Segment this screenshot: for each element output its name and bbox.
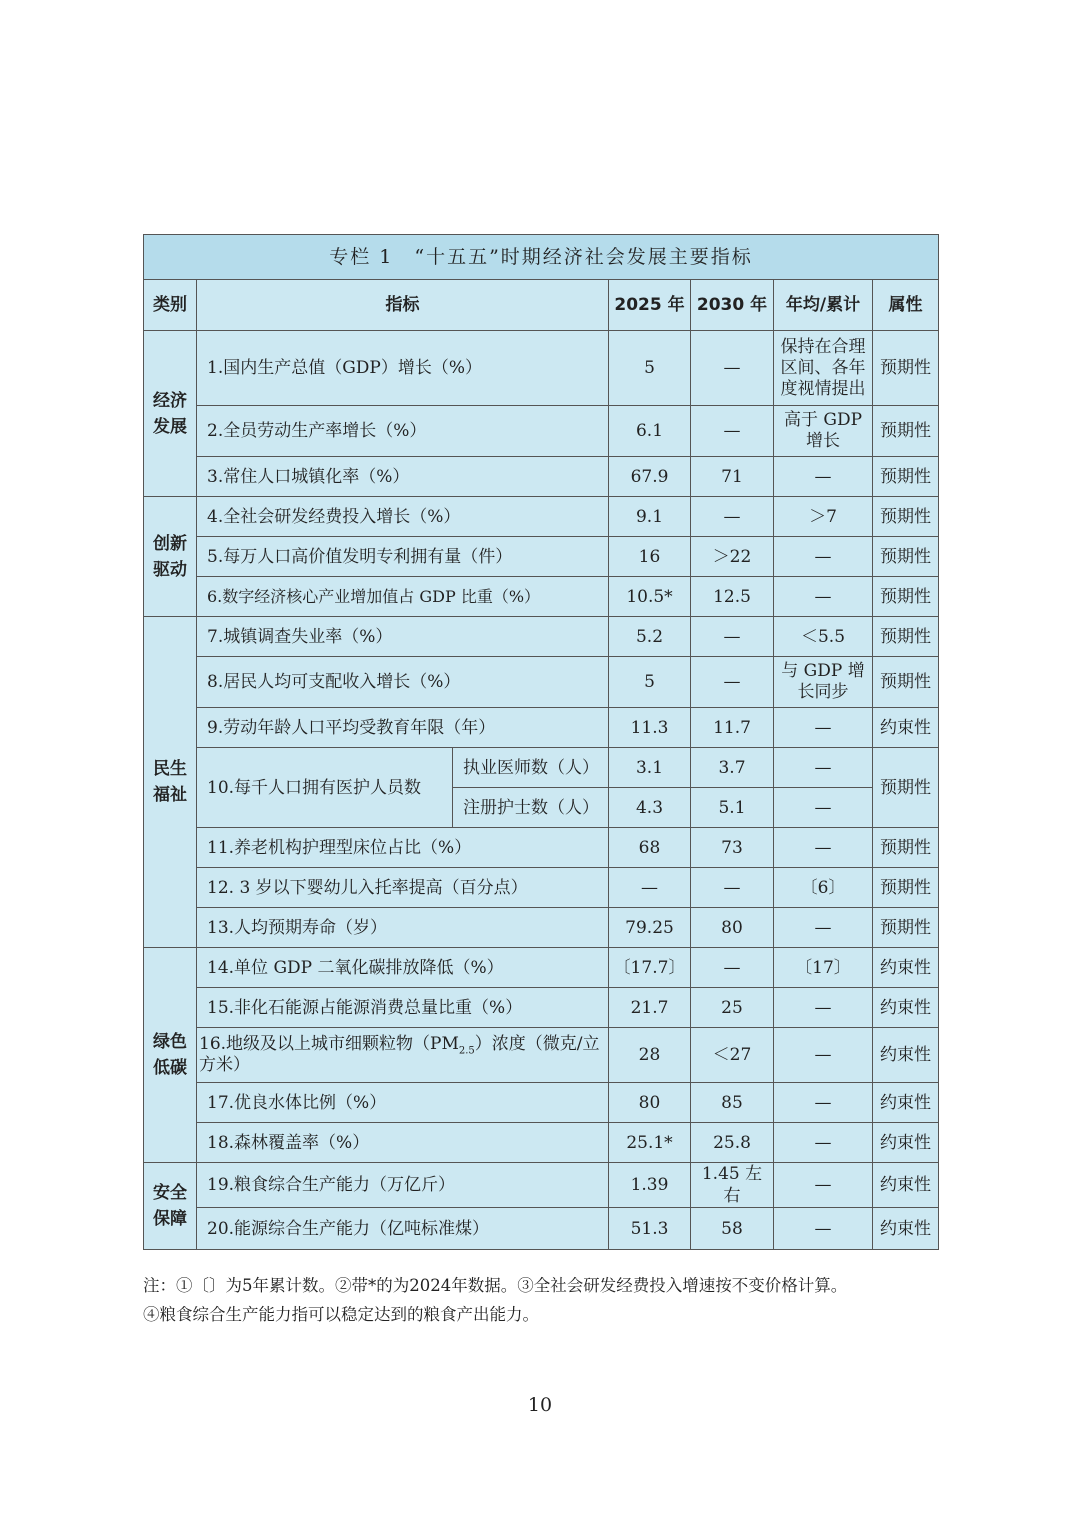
value-2030: 25 [691, 988, 774, 1028]
page-number: 10 [527, 1394, 553, 1416]
value-attr: 预期性 [873, 828, 939, 868]
value-2030: 73 [691, 828, 774, 868]
value-attr: 预期性 [873, 657, 939, 708]
value-attr: 约束性 [873, 708, 939, 748]
indicator-cell: 14.单位 GDP 二氧化碳排放降低（%） [197, 948, 609, 988]
value-2030: — [691, 617, 774, 657]
table-row [144, 657, 939, 708]
value-2025: 68 [609, 828, 691, 868]
value-2030: — [691, 331, 774, 406]
value-2030: — [691, 657, 774, 708]
indicator-cell [197, 1028, 609, 1083]
value-2030: ＞22 [691, 537, 774, 577]
value-2025: 5 [609, 657, 691, 708]
sub-indicator-nurses: 注册护士数（人） [453, 788, 609, 828]
value-avg: 高于 GDP 增长 [774, 406, 873, 457]
value-2030: 58 [691, 1208, 774, 1250]
value-avg: 〔17〕 [774, 948, 873, 988]
value-avg: — [774, 457, 873, 497]
value-avg: — [774, 537, 873, 577]
value-avg: — [774, 748, 873, 788]
value-2030: 12.5 [691, 577, 774, 617]
table-row [144, 948, 939, 988]
value-avg: 与 GDP 增长同步 [774, 657, 873, 708]
value-2030: 3.7 [691, 748, 774, 788]
value-2025: 9.1 [609, 497, 691, 537]
value-2025: 79.25 [609, 908, 691, 948]
indicator-text-pre: 16.地级及以上城市细颗粒物（PM [199, 1034, 459, 1054]
indicator-cell: 11.养老机构护理型床位占比（%） [197, 828, 609, 868]
category-security: 安全保障 [144, 1163, 197, 1250]
value-avg: ＜5.5 [774, 617, 873, 657]
value-2030: 11.7 [691, 708, 774, 748]
value-2030: 1.45 左右 [691, 1163, 774, 1208]
value-2025: 10.5* [609, 577, 691, 617]
value-2025: 11.3 [609, 708, 691, 748]
value-avg: — [774, 988, 873, 1028]
value-attr: 约束性 [873, 988, 939, 1028]
value-2030: 25.8 [691, 1123, 774, 1163]
header-indicator: 指标 [197, 280, 609, 331]
value-attr: 预期性 [873, 537, 939, 577]
indicator-cell: 1.国内生产总值（GDP）增长（%） [197, 331, 609, 406]
value-attr: 约束性 [873, 948, 939, 988]
indicator-cell: 15.非化石能源占能源消费总量比重（%） [197, 988, 609, 1028]
value-2025: 3.1 [609, 748, 691, 788]
value-avg: — [774, 577, 873, 617]
value-avg: — [774, 1083, 873, 1123]
value-2025: 16 [609, 537, 691, 577]
table-row [144, 331, 939, 406]
indicator-text-post: ）浓度（微克/立方米） [199, 1034, 600, 1075]
indicator-cell: 13.人均预期寿命（岁） [197, 908, 609, 948]
value-2025: 4.3 [609, 788, 691, 828]
value-2025: 67.9 [609, 457, 691, 497]
value-2030: — [691, 948, 774, 988]
table-row [144, 1163, 939, 1208]
value-2025: 5.2 [609, 617, 691, 657]
value-avg: ＞7 [774, 497, 873, 537]
value-attr: 预期性 [873, 908, 939, 948]
value-2030: 5.1 [691, 788, 774, 828]
table-row [144, 577, 939, 617]
value-avg: — [774, 908, 873, 948]
table-row [144, 708, 939, 748]
value-2025: 28 [609, 1028, 691, 1083]
value-2025: 〔17.7〕 [609, 948, 691, 988]
table-row [144, 1208, 939, 1250]
indicator-cell: 12. 3 岁以下婴幼儿入托率提高（百分点） [197, 868, 609, 908]
value-attr: 预期性 [873, 868, 939, 908]
table-row [144, 617, 939, 657]
category-economy: 经济发展 [144, 331, 197, 497]
value-2025: — [609, 868, 691, 908]
header-attr: 属性 [873, 280, 939, 331]
value-attr: 约束性 [873, 1163, 939, 1208]
indicator-cell: 17.优良水体比例（%） [197, 1083, 609, 1123]
value-avg: — [774, 708, 873, 748]
table-row [144, 908, 939, 948]
category-welfare: 民生福祉 [144, 617, 197, 948]
table-row [144, 537, 939, 577]
indicator-cell: 3.常住人口城镇化率（%） [197, 457, 609, 497]
value-avg: 〔6〕 [774, 868, 873, 908]
header-category: 类别 [144, 280, 197, 331]
value-2030: — [691, 406, 774, 457]
table-row [144, 457, 939, 497]
value-2030: 71 [691, 457, 774, 497]
value-attr: 约束性 [873, 1123, 939, 1163]
value-attr: 预期性 [873, 406, 939, 457]
indicator-cell: 9.劳动年龄人口平均受教育年限（年） [197, 708, 609, 748]
header-avg: 年均/累计 [774, 280, 873, 331]
value-2025: 51.3 [609, 1208, 691, 1250]
indicator-table-panel [143, 234, 938, 1250]
value-attr: 预期性 [873, 457, 939, 497]
category-green: 绿色低碳 [144, 948, 197, 1163]
indicator-cell: 6.数字经济核心产业增加值占 GDP 比重（%） [197, 577, 609, 617]
indicator-cell: 2.全员劳动生产率增长（%） [197, 406, 609, 457]
value-attr: 预期性 [873, 577, 939, 617]
indicator-cell: 18.森林覆盖率（%） [197, 1123, 609, 1163]
value-attr: 约束性 [873, 1208, 939, 1250]
value-avg: — [774, 828, 873, 868]
value-2025: 1.39 [609, 1163, 691, 1208]
indicator-cell: 8.居民人均可支配收入增长（%） [197, 657, 609, 708]
value-attr: 约束性 [873, 1028, 939, 1083]
table-footnote [143, 1271, 943, 1329]
table-header-row [144, 280, 939, 331]
indicator-cell: 5.每万人口高价值发明专利拥有量（件） [197, 537, 609, 577]
value-2025: 25.1* [609, 1123, 691, 1163]
table-row [144, 1123, 939, 1163]
value-avg: — [774, 1208, 873, 1250]
value-attr: 预期性 [873, 331, 939, 406]
category-innovation: 创新驱动 [144, 497, 197, 617]
value-avg: — [774, 1163, 873, 1208]
header-2030: 2030 年 [691, 280, 774, 331]
value-2030: ＜27 [691, 1028, 774, 1083]
header-2025: 2025 年 [609, 280, 691, 331]
value-2030: — [691, 497, 774, 537]
value-avg: 保持在合理区间、各年度视情提出 [774, 331, 873, 406]
value-avg: — [774, 1028, 873, 1083]
value-attr: 预期性 [873, 497, 939, 537]
indicator-cell: 10.每千人口拥有医护人员数 [197, 748, 453, 828]
value-attr: 约束性 [873, 1083, 939, 1123]
footnote-line-2: ④粮食综合生产能力指可以稳定达到的粮食产出能力。 [143, 1305, 539, 1324]
value-2025: 6.1 [609, 406, 691, 457]
indicator-cell: 7.城镇调查失业率（%） [197, 617, 609, 657]
value-2030: 80 [691, 908, 774, 948]
value-2025: 21.7 [609, 988, 691, 1028]
footnote-line-1: 注：①〔〕为5年累计数。②带*的为2024年数据。③全社会研发经费投入增速按不变价格计算。 [143, 1276, 848, 1295]
table-row [144, 828, 939, 868]
value-attr: 预期性 [873, 617, 939, 657]
table-row [144, 1083, 939, 1123]
value-2030: — [691, 868, 774, 908]
table-row [144, 748, 939, 788]
table-row [144, 406, 939, 457]
sub-indicator-doctors: 执业医师数（人） [453, 748, 609, 788]
value-attr: 预期性 [873, 748, 939, 828]
table-row [144, 988, 939, 1028]
table-row [144, 1028, 939, 1083]
indicator-cell: 19.粮食综合生产能力（万亿斤） [197, 1163, 609, 1208]
table-row [144, 497, 939, 537]
indicator-cell: 20.能源综合生产能力（亿吨标准煤） [197, 1208, 609, 1250]
value-2025: 80 [609, 1083, 691, 1123]
value-2025: 5 [609, 331, 691, 406]
indicator-subscript: 2.5 [458, 1045, 475, 1057]
indicator-table [143, 234, 939, 1250]
value-avg: — [774, 788, 873, 828]
table-title: 专栏 1 “十五五”时期经济社会发展主要指标 [144, 235, 939, 280]
value-2030: 85 [691, 1083, 774, 1123]
value-avg: — [774, 1123, 873, 1163]
table-row [144, 868, 939, 908]
indicator-cell: 4.全社会研发经费投入增长（%） [197, 497, 609, 537]
table-title-row [144, 235, 939, 280]
